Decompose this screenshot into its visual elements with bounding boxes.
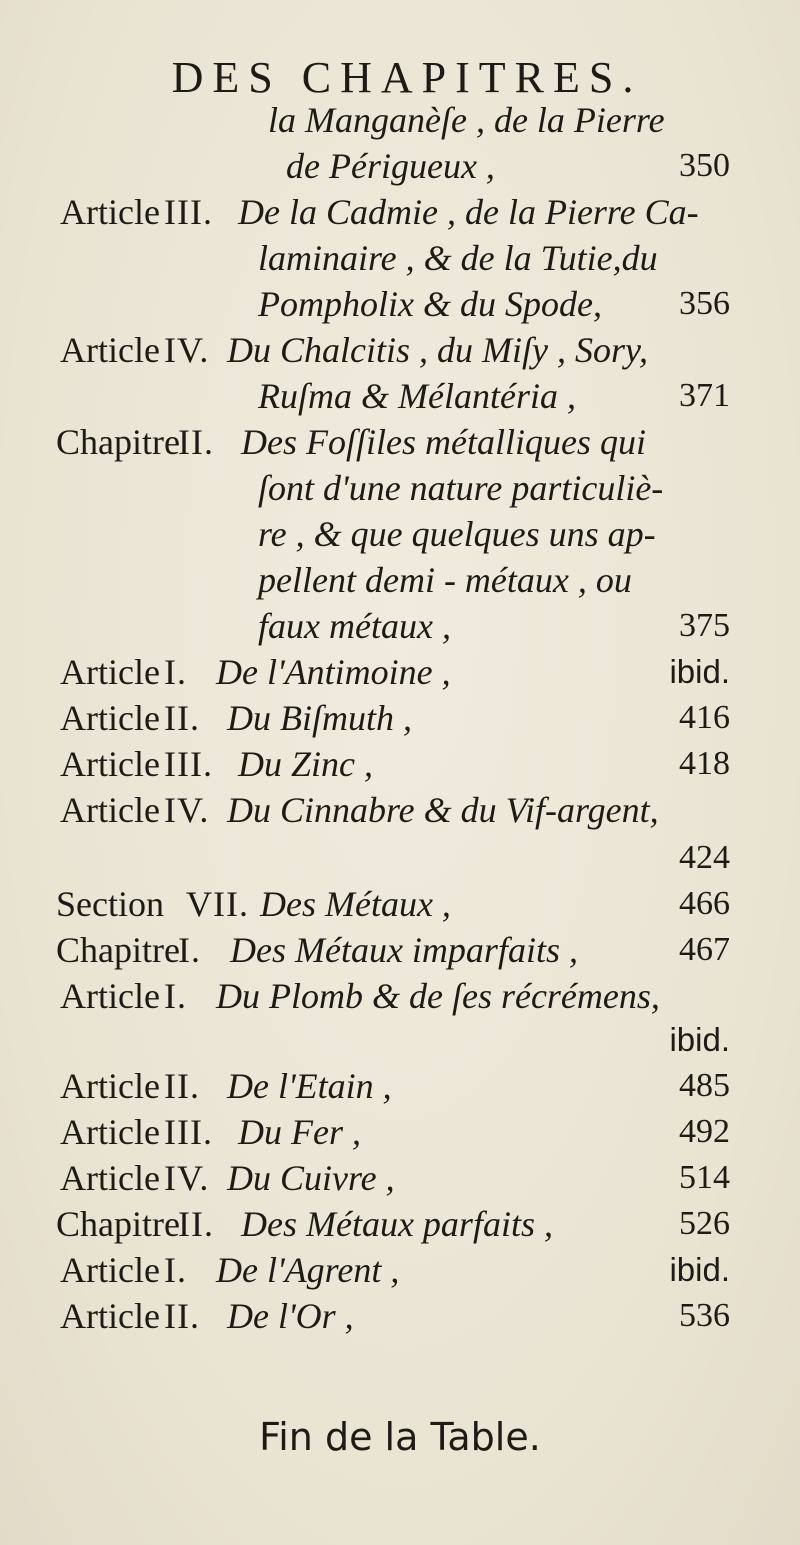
toc-entry-title: la Manganèſe , de la Pierre [268, 100, 665, 140]
toc-entry-page: 356 [679, 285, 730, 322]
toc-entry-number: II. [164, 698, 200, 738]
toc-entry-page: 536 [679, 1297, 730, 1334]
toc-entry-label: Article [60, 1250, 160, 1290]
toc-entry-title: Du Cinnabre & du Vif-argent, [227, 790, 659, 830]
toc-entry-page: 416 [679, 699, 730, 736]
toc-entry-title: De l'Agrent , [216, 1250, 400, 1290]
toc-entry-page: 424 [679, 839, 730, 876]
toc-entry-label: Article [60, 1066, 160, 1106]
toc-line [0, 742, 800, 786]
toc-line [0, 1018, 800, 1062]
toc-line [0, 512, 800, 556]
toc-entry-page: 418 [679, 745, 730, 782]
toc-entry-title: Du Zinc , [238, 744, 373, 784]
toc-entry-number: VII. [186, 884, 249, 924]
toc-line [0, 788, 800, 832]
toc-entry-number: III. [164, 192, 213, 232]
toc-line [0, 1248, 800, 1292]
toc-entry-number: IV. [164, 790, 210, 830]
toc-entry-number: I. [164, 976, 187, 1016]
toc-entry-title: Du Biſmuth , [227, 698, 412, 738]
toc-entry-title: Pompholix & du Spode, [258, 284, 602, 324]
toc-entry-title: faux métaux , [258, 606, 451, 646]
toc-entry-title: Du Chalcitis , du Miſy , Sory, [227, 330, 648, 370]
toc-entry-number: III. [164, 744, 213, 784]
toc-entry-title: Des Métaux parfaits , [241, 1204, 553, 1244]
toc-line [0, 420, 800, 464]
toc-line [0, 328, 800, 372]
toc-entry-title: De l'Or , [227, 1296, 354, 1336]
toc-line [0, 1202, 800, 1246]
toc-line [0, 1156, 800, 1200]
toc-entry-label: Section [56, 884, 164, 924]
toc-entry-page: ibid. [669, 1021, 730, 1058]
toc-entry-label: Article [60, 790, 160, 830]
toc-entry-title: Des Métaux , [260, 884, 451, 924]
toc-entry-title: re , & que quelques uns ap- [258, 514, 656, 554]
toc-entry-page: 485 [679, 1067, 730, 1104]
toc-entry-title: De l'Antimoine , [216, 652, 451, 692]
toc-entry-page: 467 [679, 931, 730, 968]
toc-entry-title: pellent demi - métaux , ou [258, 560, 632, 600]
toc-line [0, 1294, 800, 1338]
toc-entry-title: De l'Etain , [227, 1066, 392, 1106]
toc-entry-label: Article [60, 744, 160, 784]
toc-line [0, 974, 800, 1018]
toc-entry-label: Article [60, 976, 160, 1016]
toc-line [0, 1064, 800, 1108]
toc-entry-page: 350 [679, 147, 730, 184]
toc-entry-number: I. [164, 1250, 187, 1290]
toc-entry-number: II. [178, 422, 214, 462]
toc-entry-label: Article [60, 1296, 160, 1336]
toc-entry-number: I. [178, 930, 201, 970]
toc-entry-label: Article [60, 330, 160, 370]
toc-line [0, 466, 800, 510]
toc-line [0, 98, 800, 142]
toc-line [0, 374, 800, 418]
toc-entry-page: ibid. [669, 653, 730, 690]
toc-entry-title: Du Fer , [238, 1112, 361, 1152]
toc-entry-label: Article [60, 1158, 160, 1198]
toc-entry-page: 466 [679, 885, 730, 922]
toc-entry-page: 371 [679, 377, 730, 414]
toc-entry-label: Article [60, 192, 160, 232]
toc-line [0, 696, 800, 740]
toc-line [0, 1110, 800, 1154]
toc-entry-page: ibid. [669, 1251, 730, 1288]
toc-line [0, 558, 800, 602]
toc-line [0, 282, 800, 326]
toc-entry-label: Article [60, 698, 160, 738]
toc-line [0, 144, 800, 188]
toc-entry-number: IV. [164, 330, 210, 370]
toc-entry-title: Des Métaux imparfaits , [230, 930, 578, 970]
toc-line [0, 236, 800, 280]
running-header: DES CHAPITRES. [171, 53, 643, 102]
toc-entry-label: Article [60, 652, 160, 692]
toc-entry-page: 375 [679, 607, 730, 644]
toc-line [0, 650, 800, 694]
toc-entry-title: De la Cadmie , de la Pierre Ca- [238, 192, 699, 232]
toc-entry-label: Chapitre [56, 1204, 180, 1244]
toc-entry-title: Du Plomb & de ſes récrémens, [216, 976, 660, 1016]
toc-entry-number: I. [164, 652, 187, 692]
toc-line [0, 836, 800, 880]
toc-entry-label: Article [60, 1112, 160, 1152]
toc-entry-page: 514 [679, 1159, 730, 1196]
toc-entry-title: ſont d'une nature particuliè- [258, 468, 664, 508]
toc-entry-number: II. [178, 1204, 214, 1244]
toc-line [0, 882, 800, 926]
toc-entry-label: Chapitre [56, 422, 180, 462]
toc-entry-title: Ruſma & Mélantéria , [258, 376, 576, 416]
toc-entry-title: laminaire , & de la Tutie,du [258, 238, 658, 278]
toc-entry-title: Des Foſſiles métalliques qui [241, 422, 646, 462]
toc-entry-number: II. [164, 1296, 200, 1336]
toc-entry-number: III. [164, 1112, 213, 1152]
toc-entry-number: II. [164, 1066, 200, 1106]
toc-entry-page: 492 [679, 1113, 730, 1150]
toc-line [0, 190, 800, 234]
toc-entry-label: Chapitre [56, 930, 180, 970]
toc-line [0, 928, 800, 972]
toc-entry-title: de Périgueux , [286, 146, 495, 186]
end-of-table-text: Fin de la Table. [259, 1415, 541, 1459]
toc-entry-number: IV. [164, 1158, 210, 1198]
toc-entry-page: 526 [679, 1205, 730, 1242]
toc-entry-title: Du Cuivre , [227, 1158, 395, 1198]
toc-line [0, 604, 800, 648]
